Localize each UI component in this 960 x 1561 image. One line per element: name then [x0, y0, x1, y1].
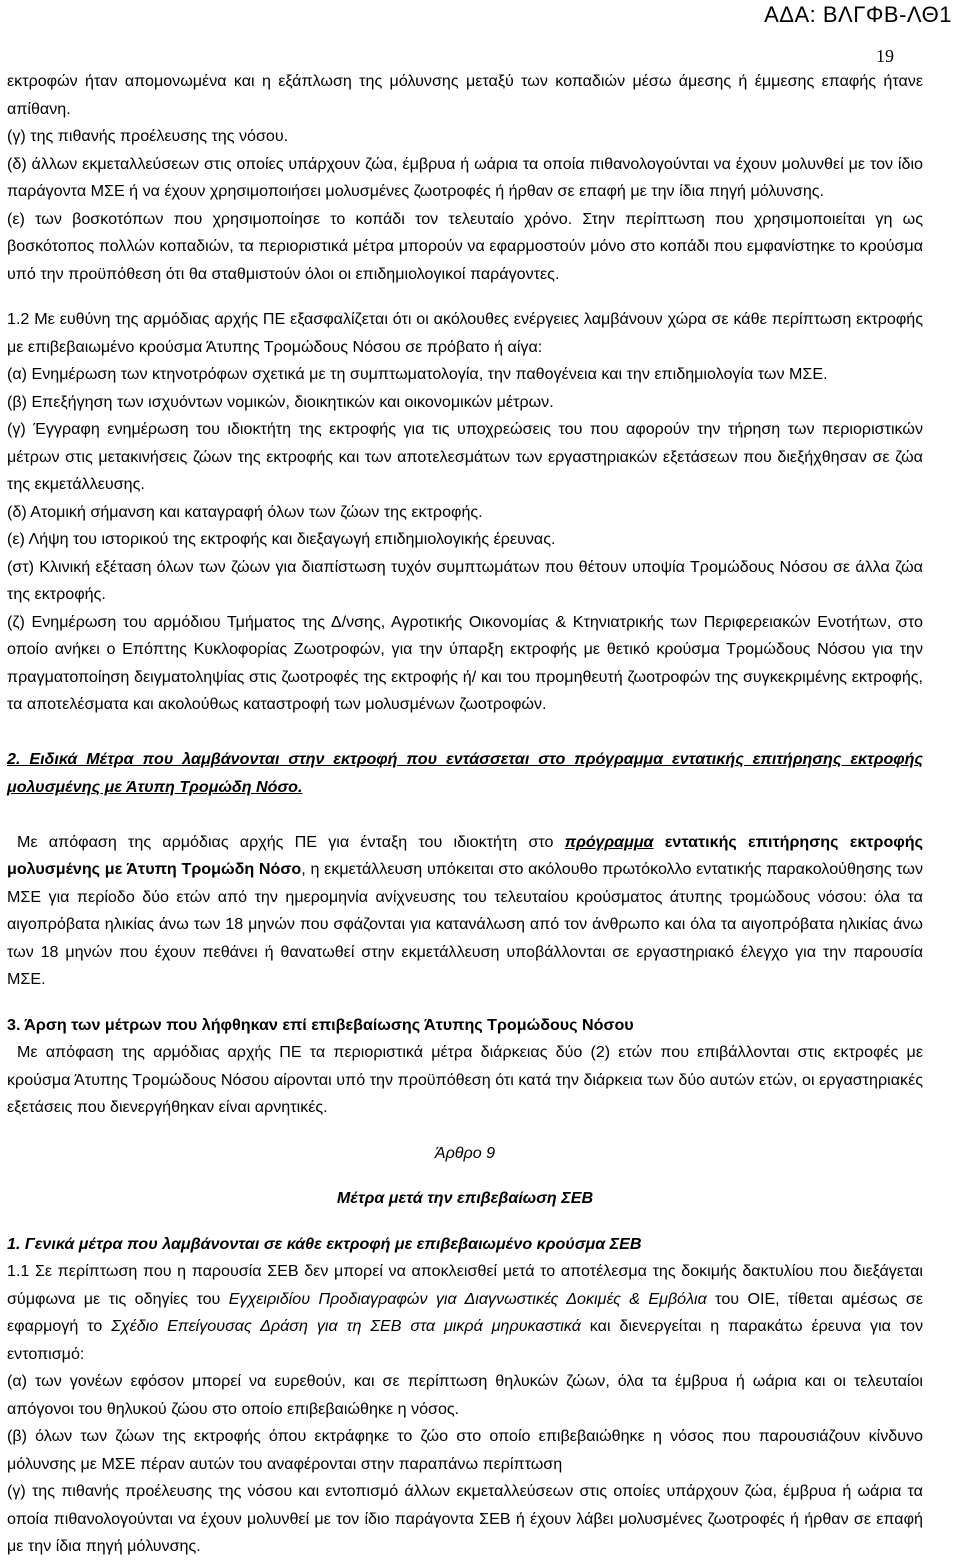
paragraph: (α) των γονέων εφόσον μπορεί να ευρεθούν, και σε περίπτωση θηλυκών ζώων, όλα τα έμβρυα ή ωάρια και οι τελευταίοι απόγονοι του θηλυκού ζώου στο οποίο επιβεβαιώθηκε η νόσος.	[7, 1372, 923, 1418]
spacer	[7, 1167, 923, 1185]
spacer	[7, 1122, 923, 1140]
page-number: 19	[876, 46, 894, 66]
section-heading: 3. Άρση των μέτρων που λήφθηκαν επί επιβεβαίωσης Άτυπης Τρομώδους Νόσου	[7, 1015, 634, 1034]
article-title: Μέτρα μετά την επιβεβαίωση ΣΕΒ	[336, 1189, 594, 1207]
paragraph	[7, 829, 923, 994]
text-run: Με απόφαση της αρμόδιας αρχής ΠΕ για ένταξη του ιδιοκτήτη στο	[17, 832, 565, 851]
text-run: 1.1 Σε περίπτωση που η παρουσία ΣΕΒ δεν μπορεί να αποκλεισθεί μετά το αποτέλεσμα της δοκιμής δακτυλίου που διεξάγεται σύμφωνα με τις οδηγίες του	[7, 1262, 923, 1308]
paragraph: (ζ) Ενημέρωση του αρμόδιου Τμήματος της Δ/νσης, Αγροτικής Οικονομίας & Κτηνιατρικής των Περιφερειακών Ενοτήτων, στο οποίο ανήκει ο Επόπτης Κυκλοφορίας Ζωοτροφών, για την ύπαρξη εκτροφής με θετικό κρούσμα Τρομώδους Νόσου για την πραγματοποίηση δειγματοληψίας στις ζωοτροφές της εκτροφής ή/ και του προμηθευτή ζωοτροφών της συγκεκριμένης εκτροφής, τα αποτελέσματα και ακολούθως καταστροφή των μολυσμένων ζωοτροφών.	[7, 612, 923, 713]
emphasis-text: Εγχειριδίου Προδιαγραφών για Διαγνωστικές Δοκιμές & Εμβόλια	[228, 1289, 707, 1308]
text-run: και διενεργείται η παρακάτω έρευνα για τον εντοπισμό:	[7, 1317, 923, 1363]
text-run: , η εκμετάλλευση υπόκειται στο ακόλουθο πρωτόκολλο εντατικής παρακολούθησης των ΜΣΕ για περίοδο δύο ετών από την ημερομηνία ανίχνευσης του τελευταίου κρούσματος άτυπης τρομώδους νόσου: όλα τα αιγοπρόβατα ηλικίας άνω των 18 μηνών που σφάζονται για κατανάλωση από τον άνθρωπο και όλα τα αιγοπρόβατα ηλικίας άνω των 18 μηνών που έχουν πεθάνει ή θανατωθεί στην εκμετάλλευση υποβάλλονται σε εργαστηριακό έλεγχο για την παρουσία ΜΣΕ.	[7, 860, 923, 988]
paragraph: εκτροφών ήταν απομονωμένα και η εξάπλωση της μόλυνσης μεταξύ των κοπαδιών μέσω άμεσης ή έμμεσης επαφής ήτανε απίθανη.	[7, 72, 923, 118]
paragraph: (ε) των βοσκοτόπων που χρησιμοποίησε το κοπάδι τον τελευταίο χρόνο. Στην περίπτωση που χρησιμοποιείται γη ως βοσκότοπος πολλών κοπαδιών, τα περιοριστικά μέτρα μπορούν να εφαρμοστούν μόνο στο κοπάδι που εμφανίστηκε το κρούσμα υπό την προϋπόθεση ότι θα σταθμιστούν όλοι οι επιδημιολογικοί παράγοντες.	[7, 209, 923, 283]
paragraph	[7, 1258, 923, 1368]
paragraph: (β) όλων των ζώων της εκτροφής όπου εκτράφηκε το ζώο στο οποίο επιβεβαιώθηκε η νόσος που παρουσιάζουν κίνδυνο μόλυνσης με ΜΣΕ πέραν αυτών του αναφέρονται στην παραπάνω περίπτωση	[7, 1427, 923, 1473]
paragraph: (γ) Έγγραφη ενημέρωση του ιδιοκτήτη της εκτροφής για τις υποχρεώσεις του που αφορούν την τήρηση των περιοριστικών μέτρων στις μετακινήσεις ζώων της εκτροφής και των αποτελεσμάτων των εργαστηριακών εξετάσεων που διεξήχθησαν σε ζώα της εκμετάλλευσης.	[7, 420, 923, 493]
emphasis-text: εντατικής επιτήρησης εκτροφής μολυσμένης με Άτυπη Τρομώδη Νόσο	[7, 832, 923, 878]
spacer	[7, 801, 923, 829]
paragraph: (α) Ενημέρωση των κτηνοτρόφων σχετικά με τη συμπτωματολογία, την παθογένεια και την επιδημιολογία των ΜΣΕ.	[7, 365, 828, 383]
paragraph: (γ) της πιθανής προέλευσης της νόσου και εντοπισμό άλλων εκμεταλλεύσεων στις οποίες υπάρχουν ζώα, έμβρυα ή ωάρια τα οποία πιθανολογούνται να έχουν μολυνθεί με τον ίδιο παράγοντα ΣΕΒ ή έχουν λάβει μολυσμένες ζωοτροφές ή ήρθαν σε επαφή με την ίδια πηγή μόλυνσης.	[7, 1482, 923, 1555]
paragraph: (ε) Λήψη του ιστορικού της εκτροφής και διεξαγωγή επιδημιολογικής έρευνας.	[7, 530, 556, 548]
paragraph: (γ) της πιθανής προέλευσης της νόσου.	[7, 127, 289, 145]
emphasis-text: πρόγραμμα	[564, 832, 654, 851]
section-heading: 2. Ειδικά Μέτρα που λαμβάνονται στην εκτροφή που εντάσσεται στο πρόγραμμα εντατικής επιτήρησης εκτροφής μολυσμένης με Άτυπη Τρομώδη Νόσο.	[7, 750, 923, 796]
spacer	[7, 1213, 923, 1231]
paragraph: 1.2 Με ευθύνη της αρμόδιας αρχής ΠΕ εξασφαλίζεται ότι οι ακόλουθες ενέργειες λαμβάνουν χώρα σε κάθε περίπτωση εκτροφής με επιβεβαιωμένο κρούσμα Άτυπης Τρομώδους Νόσου σε πρόβατο ή αίγα:	[7, 310, 923, 356]
paragraph: (στ) Κλινική εξέταση όλων των ζώων για διαπίστωση τυχόν συμπτωμάτων που θέτουν υποψία Τρομώδους Νόσου σε άλλα ζώα της εκτροφής.	[7, 557, 923, 603]
emphasis-text: Σχέδιο Επείγουσας Δράση για τη ΣΕΒ στα μικρά μηρυκαστικά	[111, 1317, 581, 1335]
article-number: Άρθρο 9	[434, 1143, 496, 1162]
document-body	[7, 68, 923, 1561]
spacer	[7, 994, 923, 1012]
paragraph: (δ) άλλων εκμεταλλεύσεων στις οποίες υπάρχουν ζώα, έμβρυα ή ωάρια τα οποία πιθανολογούνται να έχουν μολυνθεί με τον ίδιο παράγοντα ΜΣΕ ή να έχουν χρησιμοποιήσει μολυσμένες ζωοτροφές ή ήρθαν σε επαφή με την ίδια πηγή μόλυνσης.	[7, 154, 923, 200]
document-ada-code: ΑΔΑ: ΒΛΓΦΒ-ΛΘ1	[764, 2, 952, 27]
spacer	[7, 719, 923, 747]
paragraph: (β) Επεξήγηση των ισχυόντων νομικών, διοικητικών και οικονομικών μέτρων.	[7, 392, 554, 411]
section-heading: 1. Γενικά μέτρα που λαμβάνονται σε κάθε εκτροφή με επιβεβαιωμένο κρούσμα ΣΕΒ	[7, 1234, 642, 1253]
paragraph: (δ) Ατομική σήμανση και καταγραφή όλων των ζώων της εκτροφής.	[7, 502, 483, 521]
spacer	[7, 288, 923, 306]
paragraph: Με απόφαση της αρμόδιας αρχής ΠΕ τα περιοριστικά μέτρα διάρκειας δύο (2) ετών που επιβάλλονται στις εκτροφές με κρούσμα Άτυπης Τρομώδους Νόσου αίρονται υπό την προϋπόθεση ότι κατά την διάρκεια των δύο αυτών ετών, οι εργαστηριακές εξετάσεις που διενεργήθηκαν είναι αρνητικές.	[7, 1043, 923, 1116]
text-run: του OIE, τίθεται αμέσως σε εφαρμογή το	[7, 1289, 923, 1335]
